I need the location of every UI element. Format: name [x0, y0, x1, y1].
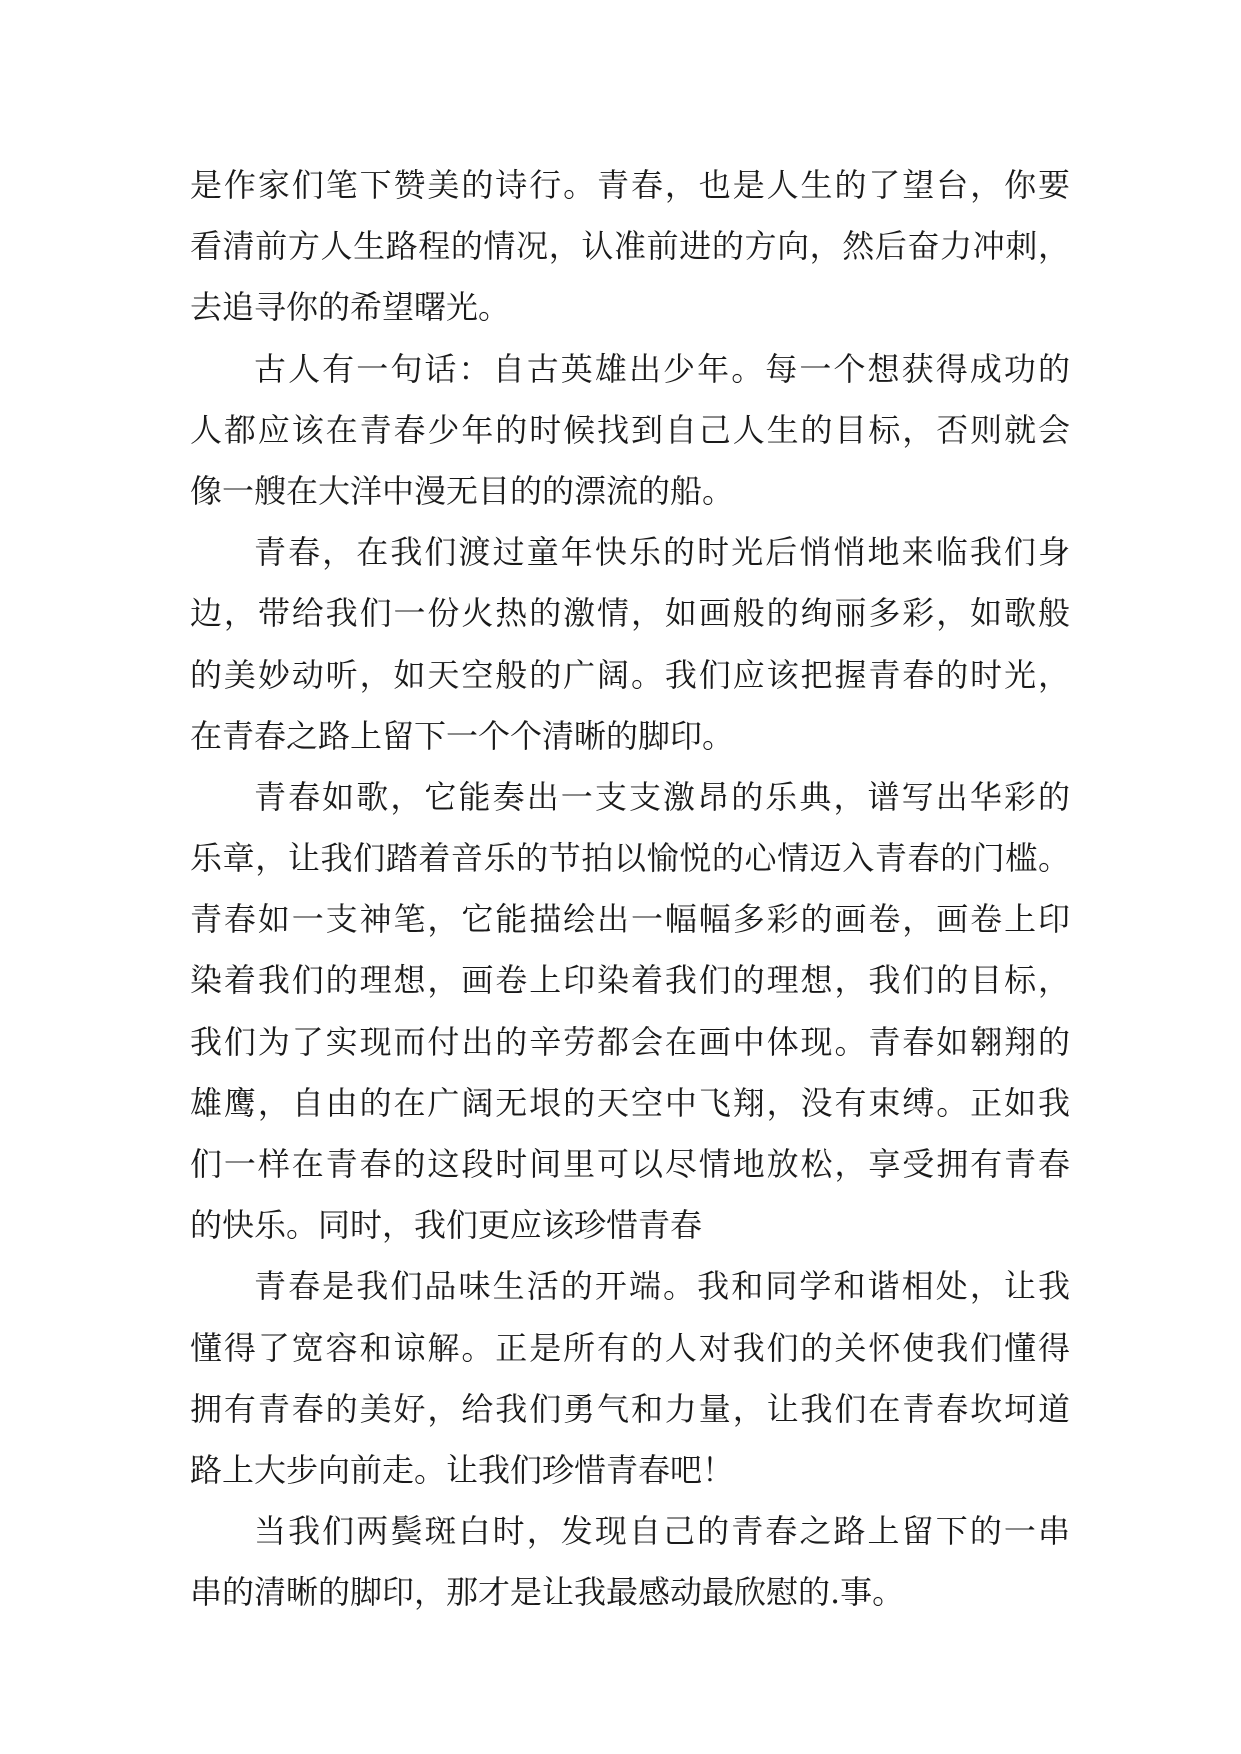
text-line: 青春，在我们渡过童年快乐的时光后悄悄地来临我们身 — [254, 533, 1070, 572]
text-line: 青春是我们品味生活的开端。我和同学和谐相处，让我 — [254, 1267, 1070, 1306]
text-line: 的快乐。同时，我们更应该珍惜青春 — [190, 1206, 703, 1245]
text-line: 青春如一支神笔，它能描绘出一幅幅多彩的画卷，画卷上印 — [190, 900, 1070, 939]
text-line: 看清前方人生路程的情况，认准前进的方向，然后奋力冲刺， — [190, 227, 1070, 266]
text-line: 们一样在青春的这段时间里可以尽情地放松，享受拥有青春 — [190, 1145, 1070, 1183]
text-line: 串的清晰的脚印，那才是让我最感动最欣慰的.事。 — [190, 1573, 905, 1612]
paragraph-5 — [190, 1256, 1070, 1501]
text-line: 人都应该在青春少年的时候找到自己人生的目标，否则就会 — [190, 410, 1070, 449]
paragraph-4 — [190, 767, 1070, 1257]
text-line: 懂得了宽容和谅解。正是所有的人对我们的关怀使我们懂得 — [190, 1328, 1070, 1367]
body-text — [190, 155, 1070, 1624]
paragraph-6 — [190, 1501, 1070, 1623]
text-line: 染着我们的理想，画卷上印染着我们的理想，我们的目标， — [190, 961, 1070, 1000]
text-line: 像一艘在大洋中漫无目的的漂流的船。 — [190, 471, 735, 510]
text-line: 路上大步向前走。让我们珍惜青春吧！ — [190, 1450, 735, 1489]
text-line: 在青春之路上留下一个个清晰的脚印。 — [190, 716, 735, 755]
text-line: 边，带给我们一份火热的激情，如画般的绚丽多彩，如歌般 — [190, 594, 1070, 633]
text-line: 我们为了实现而付出的辛劳都会在画中体现。青春如翱翔的 — [190, 1022, 1070, 1061]
paragraph-3 — [190, 522, 1070, 767]
text-line: 雄鹰，自由的在广阔无垠的天空中飞翔，没有束缚。正如我 — [190, 1083, 1070, 1122]
paragraph-2 — [190, 339, 1070, 523]
text-line: 青春如歌，它能奏出一支支激昂的乐典，谱写出华彩的 — [254, 777, 1070, 816]
paragraph-1 — [190, 155, 1070, 339]
text-line: 的美妙动听，如天空般的广阔。我们应该把握青春的时光， — [190, 655, 1070, 694]
text-line: 是作家们笔下赞美的诗行。青春，也是人生的了望台，你要 — [190, 166, 1070, 204]
text-line: 乐章，让我们踏着音乐的节拍以愉悦的心情迈入青春的门槛。 — [190, 839, 1070, 878]
text-line: 拥有青春的美好，给我们勇气和力量，让我们在青春坎坷道 — [190, 1389, 1070, 1428]
text-line: 古人有一句话：自古英雄出少年。每一个想获得成功的 — [254, 349, 1070, 388]
text-line: 去追寻你的希望曙光。 — [190, 288, 511, 327]
text-line: 当我们两鬓斑白时，发现自己的青春之路上留下的一串 — [254, 1512, 1070, 1551]
